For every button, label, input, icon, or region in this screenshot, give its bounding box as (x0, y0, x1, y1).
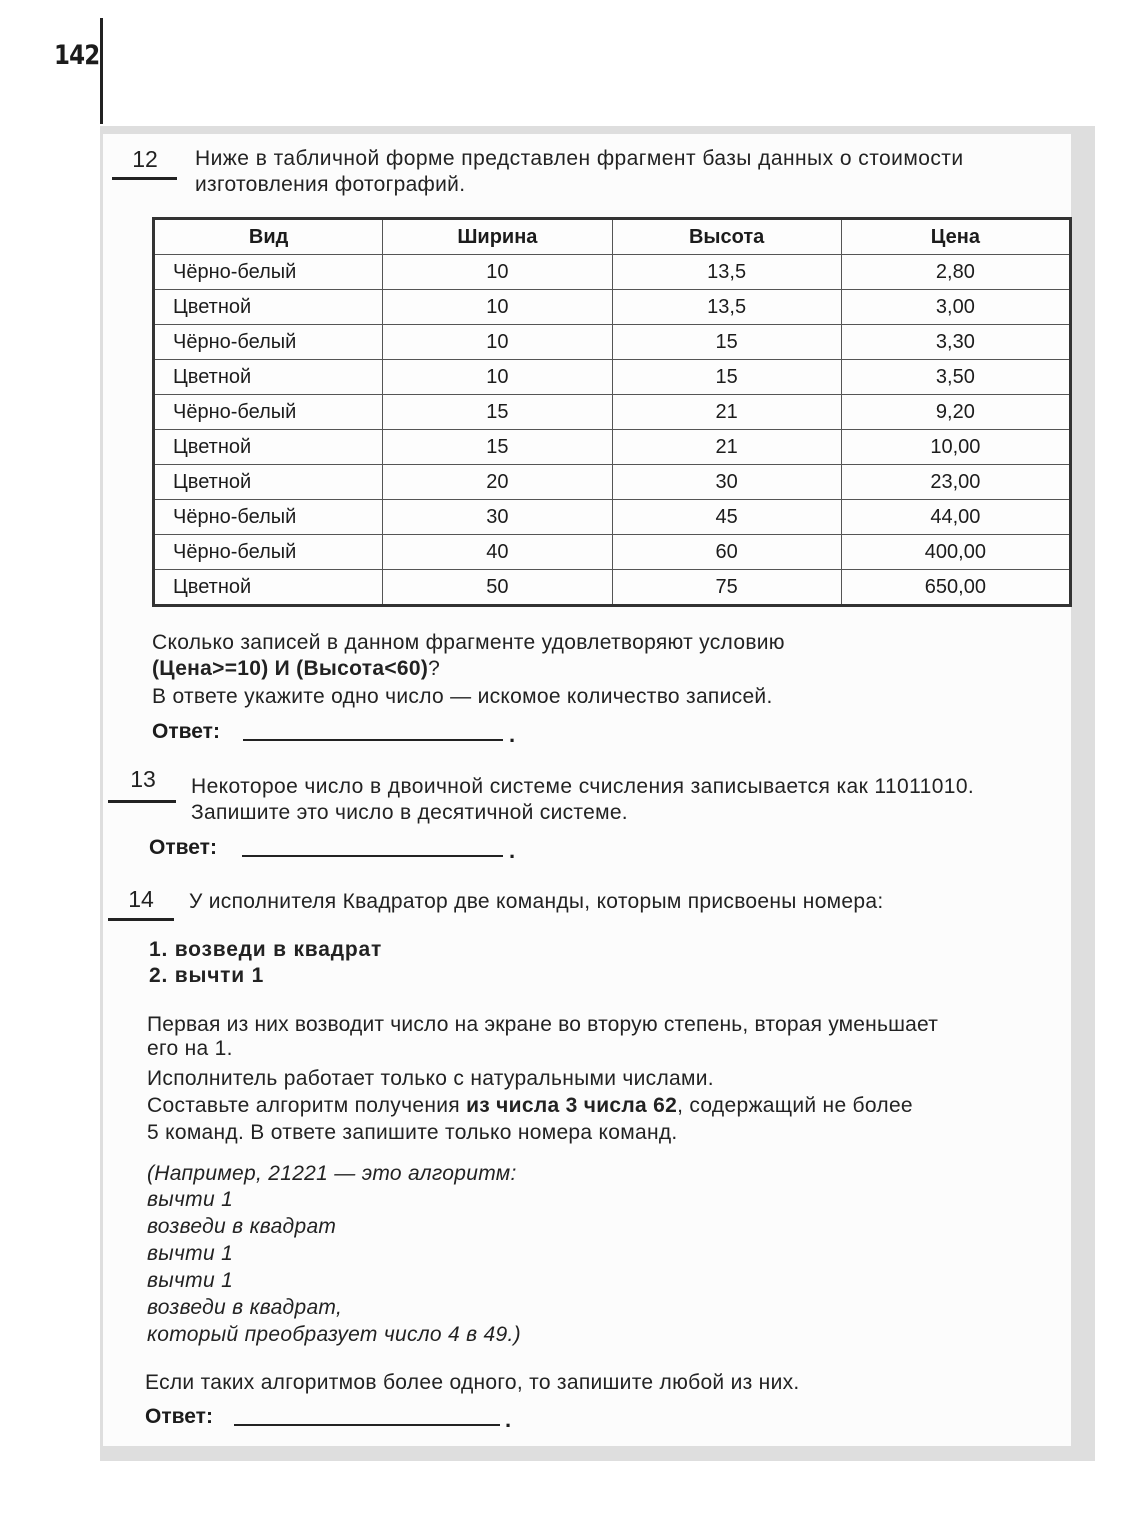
header-price: Цена (841, 219, 1070, 255)
table-row (154, 500, 1071, 535)
cell-height: 75 (612, 570, 841, 606)
cell-type: Цветной (154, 465, 383, 500)
cell-price: 2,80 (841, 255, 1070, 290)
cell-width: 10 (383, 360, 612, 395)
question-14-p3-line2: 5 команд. В ответе запишите только номера команд. (147, 1121, 678, 1144)
question-14-answer-field[interactable] (234, 1424, 500, 1426)
question-12-underline (112, 177, 177, 180)
table-row (154, 535, 1071, 570)
example-line-5: вычти 1 (147, 1269, 234, 1292)
cell-type: Чёрно-белый (154, 500, 383, 535)
question-14-answer-label: Ответ: (145, 1405, 213, 1428)
example-line-3: возведи в квадрат (147, 1215, 337, 1238)
example-line-1: (Например, 21221 — это алгоритм: (147, 1162, 517, 1185)
question-13-answer-period: . (509, 838, 516, 863)
question-13-line2: Запишите это число в десятичной системе. (191, 801, 628, 824)
table-row (154, 570, 1071, 606)
cell-height: 45 (612, 500, 841, 535)
cell-type: Цветной (154, 570, 383, 606)
cell-height: 21 (612, 430, 841, 465)
question-12-answer-label: Ответ: (152, 720, 220, 743)
cell-height: 13,5 (612, 290, 841, 325)
question-13-underline (108, 800, 176, 803)
command-1: 1. возведи в квадрат (149, 938, 383, 961)
question-12-instruction: В ответе укажите одно число — искомое количество записей. (152, 685, 773, 708)
cell-height: 21 (612, 395, 841, 430)
cell-height: 30 (612, 465, 841, 500)
question-13-number: 13 (130, 766, 156, 792)
command-2: 2. вычти 1 (149, 964, 265, 987)
cell-height: 15 (612, 360, 841, 395)
cell-price: 650,00 (841, 570, 1070, 606)
question-12-number: 12 (132, 146, 158, 172)
cell-height: 15 (612, 325, 841, 360)
cell-price: 9,20 (841, 395, 1070, 430)
header-width: Ширина (383, 219, 612, 255)
cell-width: 40 (383, 535, 612, 570)
cell-price: 400,00 (841, 535, 1070, 570)
cell-width: 10 (383, 290, 612, 325)
table-row (154, 325, 1071, 360)
question-12-answer-period: . (509, 722, 516, 747)
page-margin-rule (100, 18, 103, 124)
cell-type: Чёрно-белый (154, 255, 383, 290)
question-12-question-line1: Сколько записей в данном фрагменте удовлетворяют условию (152, 631, 785, 654)
question-14-p3-prefix: Составьте алгоритм получения (147, 1094, 467, 1117)
cell-type: Цветной (154, 290, 383, 325)
header-height: Высота (612, 219, 841, 255)
table-row (154, 255, 1071, 290)
question-13-answer-field[interactable] (242, 855, 503, 857)
cell-width: 15 (383, 395, 612, 430)
table-row (154, 290, 1071, 325)
question-12-intro-line1: Ниже в табличной форме представлен фрагмент базы данных о стоимости (195, 147, 964, 170)
cell-height: 13,5 (612, 255, 841, 290)
cell-type: Чёрно-белый (154, 395, 383, 430)
question-12-intro-line2: изготовления фотографий. (195, 173, 466, 196)
question-14-p3-suffix: , содержащий не более (677, 1094, 913, 1117)
cell-width: 20 (383, 465, 612, 500)
question-12-answer-field[interactable] (243, 739, 503, 741)
cell-width: 10 (383, 325, 612, 360)
cell-type: Чёрно-белый (154, 325, 383, 360)
question-14-p1-line1: Первая из них возводит число на экране во вторую степень, вторая уменьшает (147, 1013, 939, 1036)
cell-type: Чёрно-белый (154, 535, 383, 570)
cell-width: 15 (383, 430, 612, 465)
cell-width: 30 (383, 500, 612, 535)
table-row (154, 360, 1071, 395)
question-12-condition-line (152, 656, 440, 681)
table-row (154, 395, 1071, 430)
question-14-answer-period: . (505, 1407, 512, 1432)
example-line-6: возведи в квадрат, (147, 1296, 343, 1319)
table-row (154, 465, 1071, 500)
example-line-7: который преобразует число 4 в 49.) (147, 1323, 521, 1346)
page-number: 142 (54, 40, 100, 71)
cell-price: 3,30 (841, 325, 1070, 360)
cell-price: 44,00 (841, 500, 1070, 535)
cell-price: 23,00 (841, 465, 1070, 500)
cell-width: 10 (383, 255, 612, 290)
question-14-p3-line1 (147, 1093, 913, 1118)
cell-height: 60 (612, 535, 841, 570)
question-14-closing: Если таких алгоритмов более одного, то запишите любой из них. (145, 1371, 800, 1394)
question-14-p1-line2: его на 1. (147, 1037, 233, 1060)
cell-price: 3,00 (841, 290, 1070, 325)
cell-type: Цветной (154, 430, 383, 465)
table-header-row (154, 219, 1071, 255)
cell-price: 3,50 (841, 360, 1070, 395)
example-line-2: вычти 1 (147, 1188, 234, 1211)
question-12-question-mark: ? (428, 657, 441, 680)
question-12-condition: (Цена>=10) И (Высота<60) (152, 657, 429, 680)
question-14-p3-bold: из числа 3 числа 62 (466, 1094, 678, 1117)
table-row (154, 430, 1071, 465)
cell-price: 10,00 (841, 430, 1070, 465)
question-14-intro: У исполнителя Квадратор две команды, которым присвоены номера: (189, 890, 884, 913)
example-line-4: вычти 1 (147, 1242, 234, 1265)
question-14-p2: Исполнитель работает только с натуральными числами. (147, 1067, 714, 1090)
question-14-underline (108, 918, 174, 921)
question-13-answer-label: Ответ: (149, 836, 217, 859)
header-type: Вид (154, 219, 383, 255)
question-13-line1: Некоторое число в двоичной системе счисления записывается как 11011010. (191, 775, 975, 798)
cell-width: 50 (383, 570, 612, 606)
cell-type: Цветной (154, 360, 383, 395)
photo-price-table (152, 217, 1072, 607)
question-14-number: 14 (128, 886, 154, 912)
